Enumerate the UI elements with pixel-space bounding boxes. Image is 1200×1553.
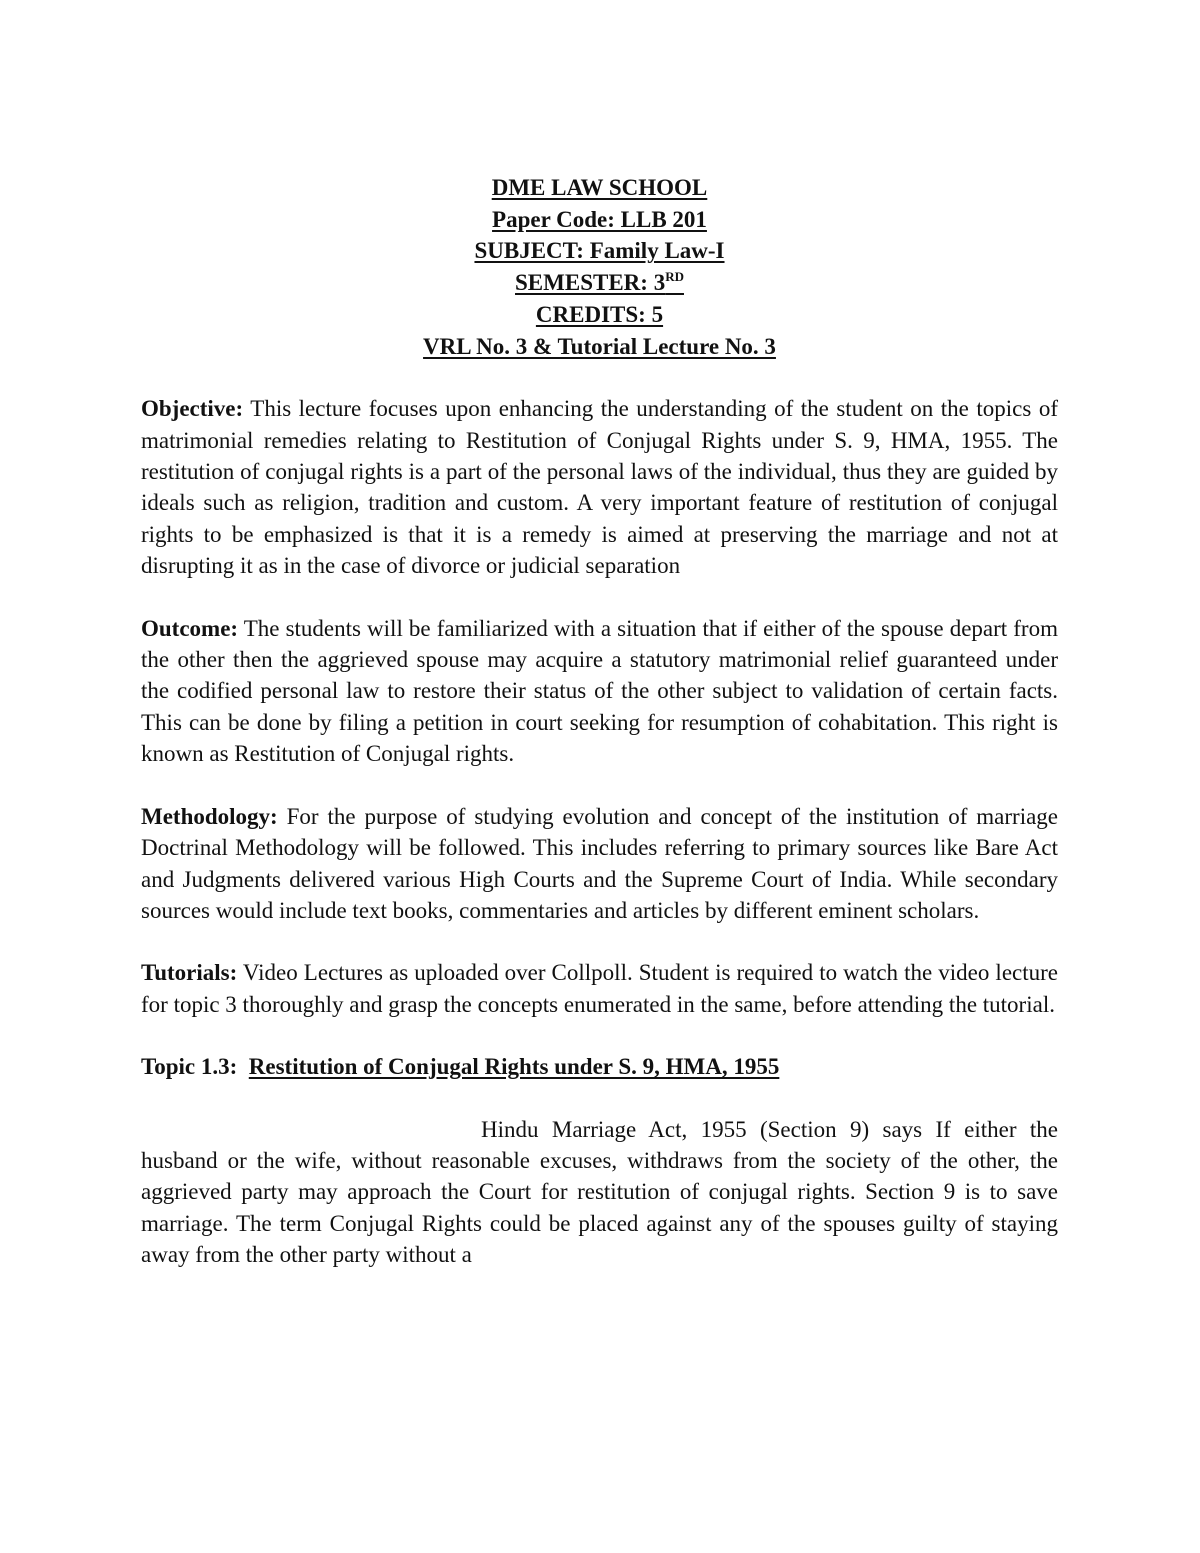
outcome-label: Outcome:	[141, 615, 239, 641]
objective-text: This lecture focuses upon enhancing the understanding of the student on the topics of matrimonial remedies relating to Restitution of Conjugal Rights under S. 9, HMA, 1955. The restitution of conjugal rights is a part of the personal laws of the individual, thus they are guided by ideals such as religion, tradition and custom. A very important feature of restitution of conjugal rights to be emphasized is that it is a remedy is aimed at preserving the marriage and not at disrupting it as in the case of divorce or judicial separation	[141, 396, 1058, 579]
semester-line	[141, 267, 1058, 299]
paper-code: Paper Code: LLB 201	[492, 206, 707, 232]
semester-ordinal: RD	[665, 269, 684, 285]
lecture-line: VRL No. 3 & Tutorial Lecture No. 3	[423, 333, 776, 359]
objective-label: Objective:	[141, 396, 244, 422]
body-paragraph: Hindu Marriage Act, 1955 (Section 9) says If either the husband or the wife, without reasonable excuses, withdraws from the society of the other, the aggrieved party may approach the Court for restitution of conjugal rights. Section 9 is to save marriage. The term Conjugal Rights could be placed against any of the spouses guilty of staying away from the other party without a	[141, 1116, 1058, 1268]
methodology-label: Methodology:	[141, 803, 278, 829]
outcome-section	[141, 613, 1058, 770]
tutorials-label: Tutorials:	[141, 960, 238, 986]
subject-title: SUBJECT: Family Law-I	[474, 238, 725, 264]
document-page	[141, 172, 1058, 1271]
tutorials-text: Video Lectures as uploaded over Collpoll. Student is required to watch the video lecture for topic 3 thoroughly and grasp the concepts enumerated in the same, before attending the tutorial.	[141, 960, 1058, 1017]
methodology-section	[141, 801, 1058, 927]
semester-text: SEMESTER: 3	[515, 270, 666, 296]
topic-title: Restitution of Conjugal Rights under S. 9, HMA, 1955	[248, 1054, 780, 1080]
outcome-text: The students will be familiarized with a situation that if either of the spouse depart from the other then the aggrieved spouse may acquire a statutory matrimonial relief guaranteed under the codified personal law to restore their status of the other subject to validation of certain facts. This can be done by filing a petition in court seeking for resumption of cohabitation. This right is known as Restitution of Conjugal rights.	[141, 615, 1058, 767]
topic-heading	[141, 1051, 1058, 1082]
methodology-text: For the purpose of studying evolution and concept of the institution of marriage Doctrinal Methodology will be followed. This includes referring to primary sources like Bare Act and Judgments delivered various High Courts and the Supreme Court of India. While secondary sources would include text books, commentaries and articles by different eminent scholars.	[141, 803, 1058, 923]
objective-section	[141, 393, 1058, 581]
tutorials-section	[141, 957, 1058, 1020]
credits-line: CREDITS: 5	[535, 301, 664, 327]
document-header	[141, 172, 1058, 362]
school-name: DME LAW SCHOOL	[491, 175, 708, 200]
topic-label: Topic 1.3:	[141, 1054, 238, 1080]
